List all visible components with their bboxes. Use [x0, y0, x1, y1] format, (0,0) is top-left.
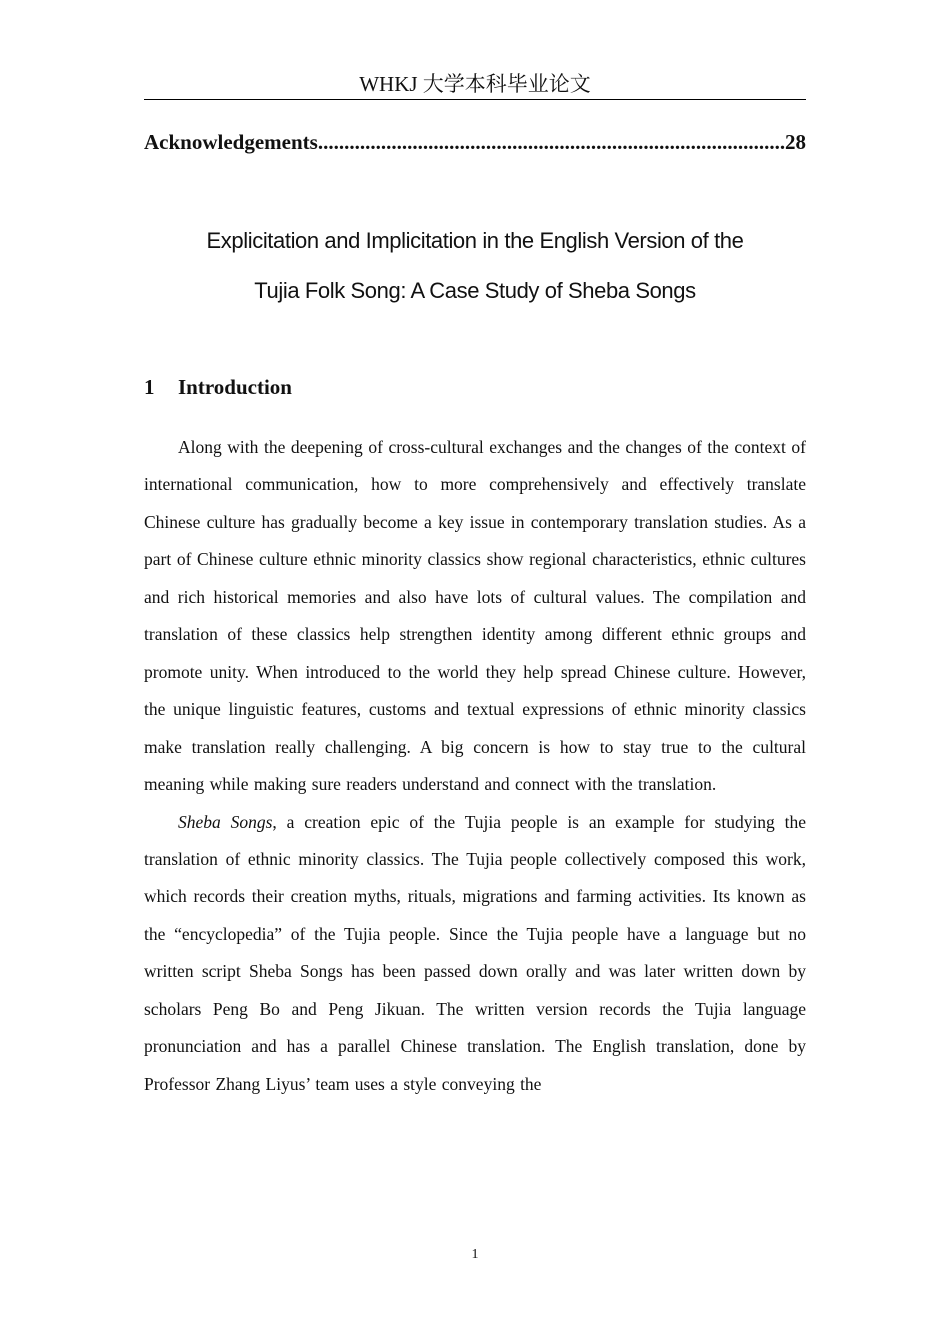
toc-entry-acknowledgements[interactable] [144, 127, 806, 157]
section-number: 1 [144, 375, 155, 399]
running-header: WHKJ 大学本科毕业论文 [144, 70, 806, 100]
work-title-italic: Sheba Songs [178, 811, 273, 832]
toc-entry-page: 28 [785, 130, 806, 154]
paragraph-2 [144, 804, 806, 1104]
paragraph-2-text: , a creation epic of the Tujia people is an example for studying the translation of ethnic minority classics. The Tujia people collectively composed this work, which records their creation myths, rituals, migrations and farming activities. Its known as the “encyclopedia” of the Tujia people. Since the Tujia people have a language but no written script Sheba Songs has been passed down orally and was later written down by scholars Peng Bo and Peng Jikuan. The written version records the Tujia language pronunciation and has a parallel Chinese translation. The English translation, done by Professor Zhang Liyus’ team uses a style conveying the [144, 811, 807, 1094]
toc-leader-dots [318, 127, 785, 157]
page-number: 1 [471, 1247, 479, 1262]
section-heading [144, 372, 806, 402]
paper-title-line-2: Tujia Folk Song: A Case Study of Sheba Songs [254, 278, 696, 303]
paper-title-line-1: Explicitation and Implicitation in the English Version of the [206, 228, 744, 253]
section-title: Introduction [178, 375, 292, 399]
toc-entry-label: Acknowledgements [144, 130, 318, 154]
body-text [144, 429, 806, 1103]
paper-title [144, 216, 806, 316]
paragraph-1: Along with the deepening of cross-cultural exchanges and the changes of the context of international communication, how to more comprehensively and effectively translate Chinese culture has gradually become a key issue in contemporary translation studies. As a part of Chinese culture ethnic minority classics show regional characteristics, ethnic cultures and rich historical memories and also have lots of cultural values. The compilation and translation of these classics help strengthen identity among different ethnic groups and promote unity. When introduced to the world they help spread Chinese culture. However, the unique linguistic features, customs and textual expressions of ethnic minority classics make translation really challenging. A big concern is how to stay true to the cultural meaning while making sure readers understand and connect with the translation. [144, 437, 806, 795]
